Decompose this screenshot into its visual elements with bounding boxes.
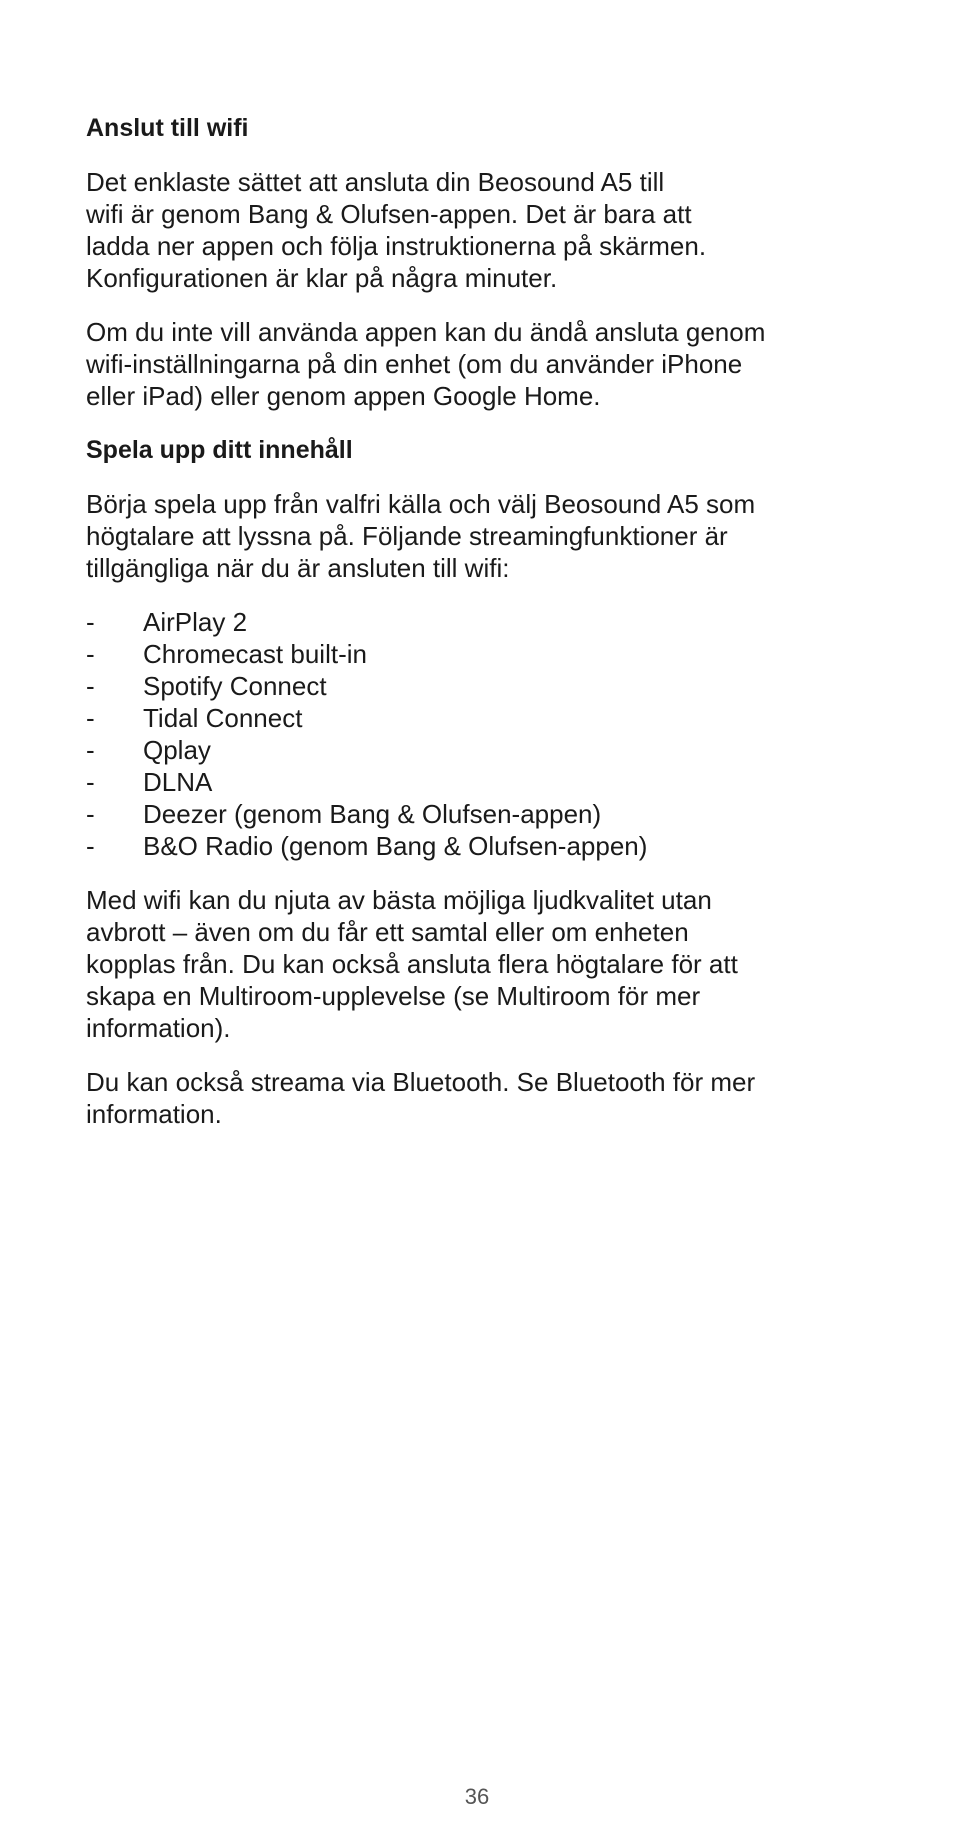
bullet-dash: - <box>86 767 95 797</box>
bullet-dash: - <box>86 671 95 701</box>
text-line: tillgängliga när du är ansluten till wifi: <box>86 553 510 583</box>
list-item-label: Tidal Connect <box>143 703 303 733</box>
list-item-label: Deezer (genom Bang & Olufsen-appen) <box>143 799 602 829</box>
page-number: 36 <box>464 1784 490 1809</box>
bullet-dash: - <box>86 735 95 765</box>
list-item <box>86 670 886 702</box>
list-item <box>86 830 886 862</box>
heading-play-content: Spela upp ditt innehåll <box>86 436 353 464</box>
bullet-dash: - <box>86 831 95 861</box>
list-item <box>86 606 886 638</box>
heading-connect-wifi: Anslut till wifi <box>86 114 249 142</box>
list-item <box>86 702 886 734</box>
text-line: eller iPad) eller genom appen Google Home. <box>86 381 601 411</box>
document-page <box>86 112 886 1152</box>
list-item-label: AirPlay 2 <box>143 607 248 637</box>
list-item <box>86 734 886 766</box>
paragraph-bluetooth <box>86 1066 886 1130</box>
list-item-label: Spotify Connect <box>143 671 327 701</box>
paragraph-streaming-intro <box>86 488 886 584</box>
list-item-label: B&O Radio (genom Bang & Olufsen-appen) <box>143 831 648 861</box>
bullet-dash: - <box>86 703 95 733</box>
paragraph-app-setup <box>86 166 886 294</box>
paragraph-wifi-quality <box>86 884 886 1044</box>
text-line: wifi är genom Bang & Olufsen-appen. Det är bara att <box>86 199 692 229</box>
text-line: information). <box>86 1013 231 1043</box>
list-item-label: Chromecast built-in <box>143 639 367 669</box>
text-line: högtalare att lyssna på. Följande streamingfunktioner är <box>86 521 728 551</box>
bullet-dash: - <box>86 607 95 637</box>
text-line: avbrott – även om du får ett samtal eller om enheten <box>86 917 689 947</box>
bullet-dash: - <box>86 799 95 829</box>
list-item <box>86 766 886 798</box>
text-line: Det enklaste sättet att ansluta din Beosound A5 till <box>86 167 665 197</box>
streaming-features-list <box>86 606 886 862</box>
text-line: Du kan också streama via Bluetooth. Se Bluetooth för mer <box>86 1067 756 1097</box>
paragraph-alternative-setup <box>86 316 886 412</box>
list-item-label: Qplay <box>143 735 211 765</box>
text-line: ladda ner appen och följa instruktionerna på skärmen. <box>86 231 707 261</box>
text-line: kopplas från. Du kan också ansluta flera högtalare för att <box>86 949 738 979</box>
list-item <box>86 798 886 830</box>
text-line: skapa en Multiroom-upplevelse (se Multiroom för mer <box>86 981 701 1011</box>
text-line: Om du inte vill använda appen kan du ändå ansluta genom <box>86 317 766 347</box>
text-line: information. <box>86 1099 222 1129</box>
text-line: wifi-inställningarna på din enhet (om du använder iPhone <box>86 349 743 379</box>
list-item-label: DLNA <box>143 767 213 797</box>
list-item <box>86 638 886 670</box>
text-line: Med wifi kan du njuta av bästa möjliga ljudkvalitet utan <box>86 885 712 915</box>
text-line: Konfigurationen är klar på några minuter. <box>86 263 558 293</box>
bullet-dash: - <box>86 639 95 669</box>
text-line: Börja spela upp från valfri källa och välj Beosound A5 som <box>86 489 756 519</box>
